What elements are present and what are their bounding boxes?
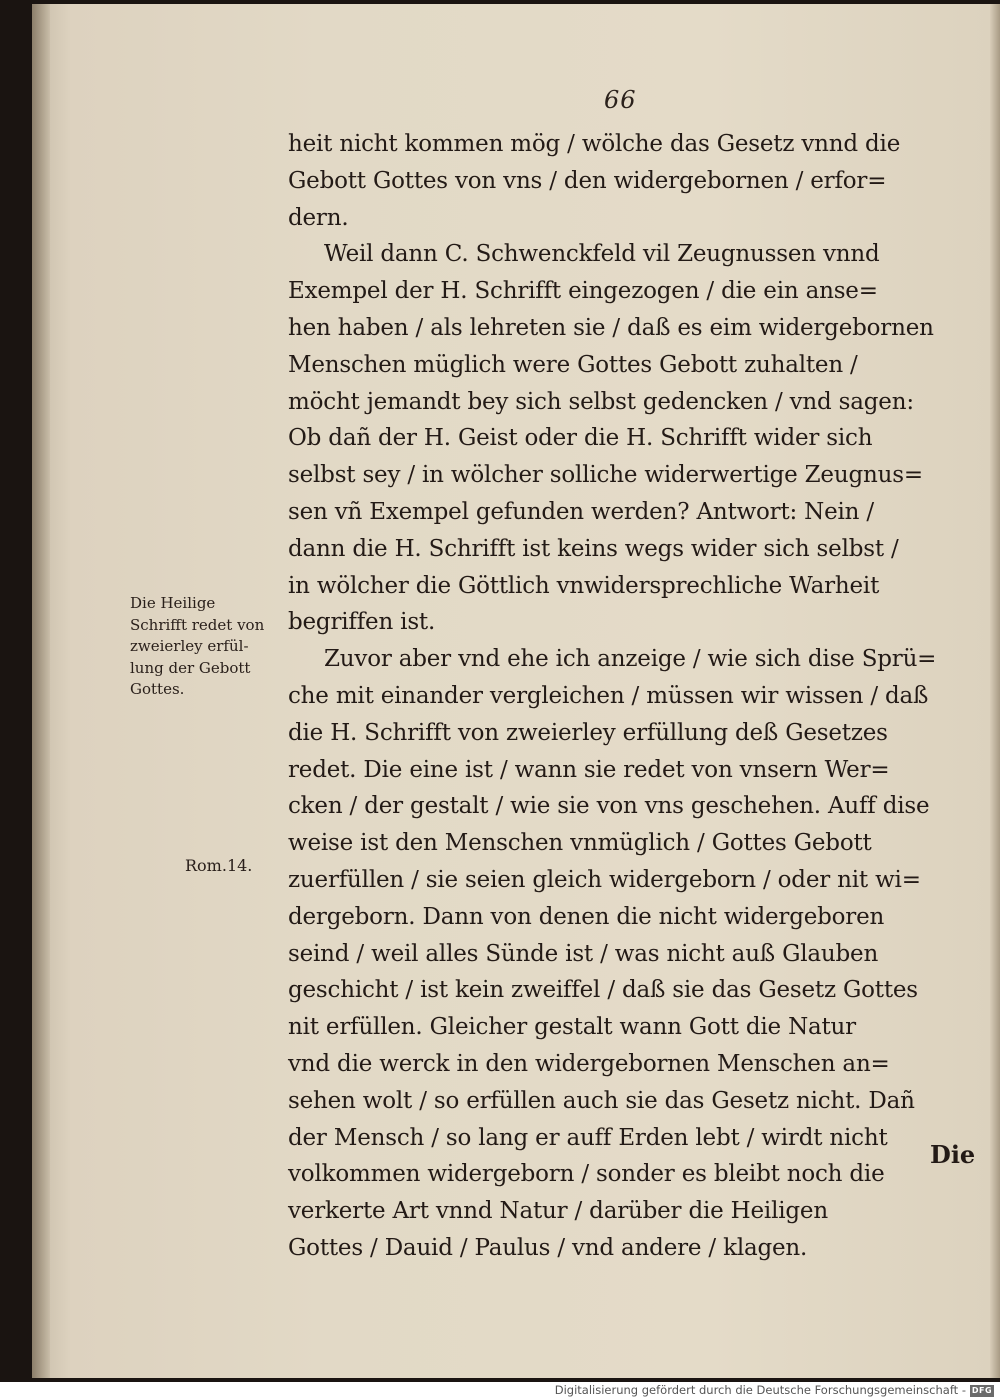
marginal-note-line: lung der Gebott: [130, 658, 251, 677]
text-line: geschicht / ist kein zweiffel / daß sie das Gesetz Gottes: [288, 977, 918, 1004]
marginal-note-line: zweierley erfül-: [130, 637, 249, 655]
text-line: zuerfüllen / sie seien gleich widergeborn / oder nit wi=: [288, 866, 921, 893]
text-line: Exempel der H. Schrifft eingezogen / die ein anse=: [288, 278, 878, 305]
text-line: Ob dañ der H. Geist oder die H. Schrifft wider sich: [288, 425, 873, 452]
text-line: weise ist den Menschen vnmüglich / Gottes Gebott: [288, 830, 872, 857]
marginal-note: [130, 593, 290, 701]
text-line: Zuvor aber vnd ehe ich anzeige / wie sich dise Sprü=: [324, 646, 937, 673]
body-text: [288, 126, 988, 1267]
page-right-edge: [990, 4, 1000, 1378]
text-line: Menschen müglich were Gottes Gebott zuhalten /: [288, 351, 858, 378]
text-line: Weil dann C. Schwenckfeld vil Zeugnussen vnnd: [324, 241, 880, 268]
text-line: vnd die werck in den widergebornen Menschen an=: [288, 1050, 890, 1077]
text-line: hen haben / als lehreten sie / daß es eim widergebornen: [288, 314, 934, 341]
text-line: verkerte Art vnnd Natur / darüber die Heiligen: [288, 1198, 828, 1225]
page-gutter-shadow: [32, 4, 50, 1378]
text-line: begriffen ist.: [288, 609, 436, 636]
text-line: in wölcher die Göttlich vnwidersprechliche Warheit: [288, 572, 880, 599]
text-line: sehen wolt / so erfüllen auch sie das Gesetz nicht. Dañ: [288, 1087, 915, 1114]
text-line: dergeborn. Dann von denen die nicht widergeboren: [288, 903, 885, 930]
text-line: die H. Schrifft von zweierley erfüllung deß Gesetzes: [288, 719, 888, 746]
text-line: der Mensch / so lang er auff Erden lebt / wirdt nicht: [288, 1124, 888, 1151]
text-line: che mit einander vergleichen / müssen wir wissen / daß: [288, 682, 929, 709]
text-line: Gebott Gottes von vns / den widergebornen / erfor=: [288, 167, 887, 194]
dfg-logo-icon: DFG: [971, 1386, 993, 1395]
funding-credit: Digitalisierung gefördert durch die Deutsche Forschungsgemeinschaft -: [554, 1383, 966, 1397]
text-line: volkommen widergeborn / sonder es bleibt noch die: [288, 1161, 885, 1188]
text-line: heit nicht kommen mög / wölche das Gesetz vnnd die: [288, 131, 901, 157]
text-line: dann die H. Schrifft ist keins wegs wider sich selbst /: [288, 535, 899, 562]
text-line: nit erfüllen. Gleicher gestalt wann Gott die Natur: [288, 1014, 856, 1041]
footer-bar: [0, 1382, 1000, 1400]
marginal-note-line: Gottes.: [130, 680, 185, 698]
marginal-note-line: Schrifft redet von: [130, 615, 265, 634]
text-line: seind / weil alles Sünde ist / was nicht auß Glauben: [288, 940, 879, 967]
marginal-note-line: Die Heilige: [130, 594, 216, 612]
text-line: dern.: [288, 204, 349, 231]
page-number: 66: [604, 86, 637, 114]
text-line: cken / der gestalt / wie sie von vns geschehen. Auff dise: [288, 793, 930, 820]
marginal-scripture-reference: Rom.14.: [185, 856, 253, 875]
text-line: selbst sey / in wölcher solliche widerwertige Zeugnus=: [288, 462, 923, 489]
text-line: möcht jemandt bey sich selbst gedencken / vnd sagen:: [288, 388, 914, 415]
catchword: Die: [930, 1140, 976, 1169]
text-line: Gottes / Dauid / Paulus / vnd andere / klagen.: [288, 1234, 808, 1261]
text-line: sen vñ Exempel gefunden werden? Antwort: Nein /: [288, 498, 874, 525]
text-line: redet. Die eine ist / wann sie redet von vnsern Wer=: [288, 756, 890, 783]
